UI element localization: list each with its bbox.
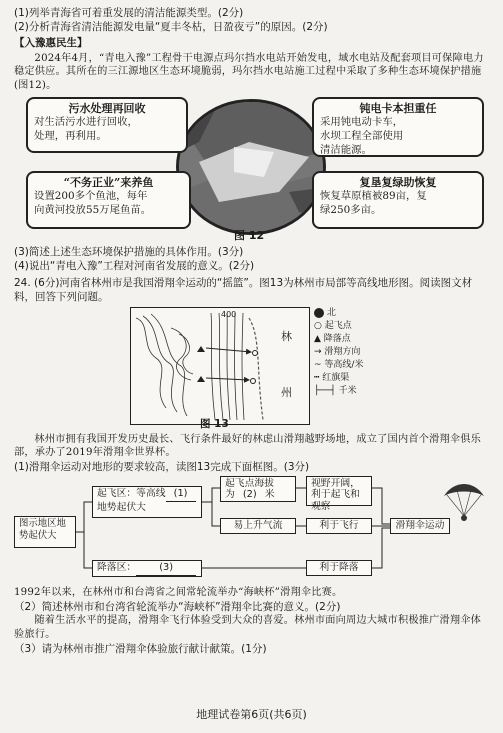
map-label-zhou: 州 (281, 385, 292, 399)
figure-12 (14, 97, 489, 243)
triangle-icon: ▲ (314, 333, 321, 344)
flow-box-terrain: 图示地区地势起伏大 (14, 516, 76, 548)
flow-box-elevation: 起飞点海拔 为 (2) 米 (220, 476, 296, 502)
north-arrow-icon (314, 308, 324, 318)
contour-lines (131, 308, 309, 424)
contour-value: 400 (221, 309, 237, 319)
legend-item: ▲ 降落点 (314, 333, 351, 344)
dam-photo-image (179, 102, 326, 235)
box-fish-line: 向黄河投放55万尾鱼苗。 (34, 204, 152, 217)
legend-item: ┅ 红旗渠 (314, 372, 350, 383)
question-1: (1)列举青海省可着重发展的清洁能源类型。(2分) (14, 7, 244, 19)
box-sewage-title: 污水处理再回收 (68, 101, 146, 115)
flow-box-updraft: 易上升气流 (220, 518, 296, 534)
question-3: (3)简述上述生态环境保护措施的具体作用。(3分) (14, 245, 244, 258)
question-24-2: （2）简述林州市和台湾省轮流举办“海峡杯”滑翔伞比赛的意义。(2分) (14, 600, 341, 613)
flow-box-sport: 滑翔伞运动 (390, 518, 450, 534)
legend-item: ~ 等高线/米 (314, 359, 364, 370)
contour-line-icon: ~ (314, 359, 322, 370)
blank-1: (1) (166, 488, 196, 502)
box-truck-line: 水坝工程全部使用 (320, 130, 404, 143)
page-footer: 地理试卷第6页(共6页) (196, 708, 307, 721)
box-fish (26, 171, 191, 229)
intro-paragraph: 2024年4月，“青电入豫”工程骨干电源点玛尔挡水电站开始发电，域水电站及配套项目可保障电力稳定供应。其所在的三江源地区生态环境脆弱，玛尔挡水电站施工过程中采取了多种生态环境保护措施(图12)。 (14, 52, 484, 92)
figure-13 (14, 305, 489, 433)
box-truck-title: 钝电卡本担重任 (359, 101, 437, 115)
flow-box-land: 利于降落 (306, 560, 372, 576)
map-label-lin: 林 (281, 329, 292, 343)
legend-north: 北 (314, 307, 414, 320)
paraglider-icon (439, 478, 489, 528)
arrow-icon: → (314, 346, 322, 357)
circle-icon: ○ (314, 320, 322, 331)
map-legend (314, 307, 414, 398)
flow-diagram (14, 476, 489, 586)
paragraph-promotion: 随着生活水平的提高，滑翔伞飞行体验受到大众的喜爱。林州市面向周边大城市积极推广滑翔伞体验旅行。 (14, 615, 482, 640)
legend-item: → 滑翔方向 (314, 346, 361, 357)
flow-box-fly: 利于飞行 (306, 518, 372, 534)
blank-3: (3) (136, 562, 196, 576)
flow-box-view: 视野开阔，利于起飞和观察 (306, 476, 372, 506)
question-4: (4)说出“青电入豫”工程对河南省发展的意义。(2分) (14, 259, 255, 272)
box-fish-title: “不务正业”来养鱼 (63, 175, 154, 189)
box-truck (312, 97, 484, 157)
figure-12-caption: 图 12 (234, 228, 265, 242)
box-sewage-line: 处理，再利用。 (34, 130, 107, 143)
canal-icon: ┅ (314, 372, 320, 383)
paragraph-linzhou: 林州市拥有我国开发历史最长、飞行条件最好的林虑山滑翔越野场地，成立了国内首个滑翔伞俱乐部，承办了2019年滑翔伞世界杯。 (14, 433, 482, 459)
box-restore-title: 复垦复绿助恢复 (359, 175, 437, 189)
flow-box-takeoff: 起飞区：等高线 (1) 地势起伏大 (92, 486, 202, 518)
legend-item: ○ 起飞点 (314, 320, 352, 331)
box-truck-line: 采用钝电动卡车， (320, 116, 404, 129)
question-24-head: 24. (6分)河南省林州市是我国滑翔伞运动的“摇篮”。图13为林州市局部等高线地形图。阅读图文材料，回答下列问题。 (14, 277, 473, 304)
dam-photo (176, 99, 326, 235)
box-restore-line: 绿250多亩。 (320, 204, 382, 217)
box-fish-line: 设置200多个鱼池，每年 (34, 190, 148, 203)
box-restore (312, 171, 484, 229)
legend-item: ├──┤ 千米 (314, 385, 357, 396)
question-2: (2)分析青海省清洁能源发电量“夏丰冬枯，日盈夜亏”的原因。(2分) (14, 21, 328, 34)
figure-13-caption: 图 13 (200, 417, 229, 430)
contour-map (130, 307, 310, 425)
scale-bar-icon: ├──┤ (314, 385, 336, 396)
box-restore-line: 恢复草原植被89亩，复 (320, 190, 427, 203)
paragraph-strait-cup: 1992年以来，在林州市和台湾省之间常轮流举办“海峡杯”滑翔伞比赛。 (14, 587, 343, 599)
box-sewage-line: 对生活污水进行回收， (34, 116, 138, 129)
flow-box-landing: 降落区： (3) (92, 560, 202, 577)
question-24-1: (1)滑翔伞运动对地形的要求较高，读图13完成下面框图。(3分) (14, 461, 310, 474)
blank-2: (2) (235, 489, 265, 501)
question-24-3: （3）请为林州市推广滑翔伞体验旅行献计献策。(1分) (14, 642, 267, 655)
section-title: 【入豫惠民生】 (14, 37, 88, 50)
box-sewage (26, 97, 188, 153)
box-truck-line: 清洁能源。 (320, 143, 372, 156)
